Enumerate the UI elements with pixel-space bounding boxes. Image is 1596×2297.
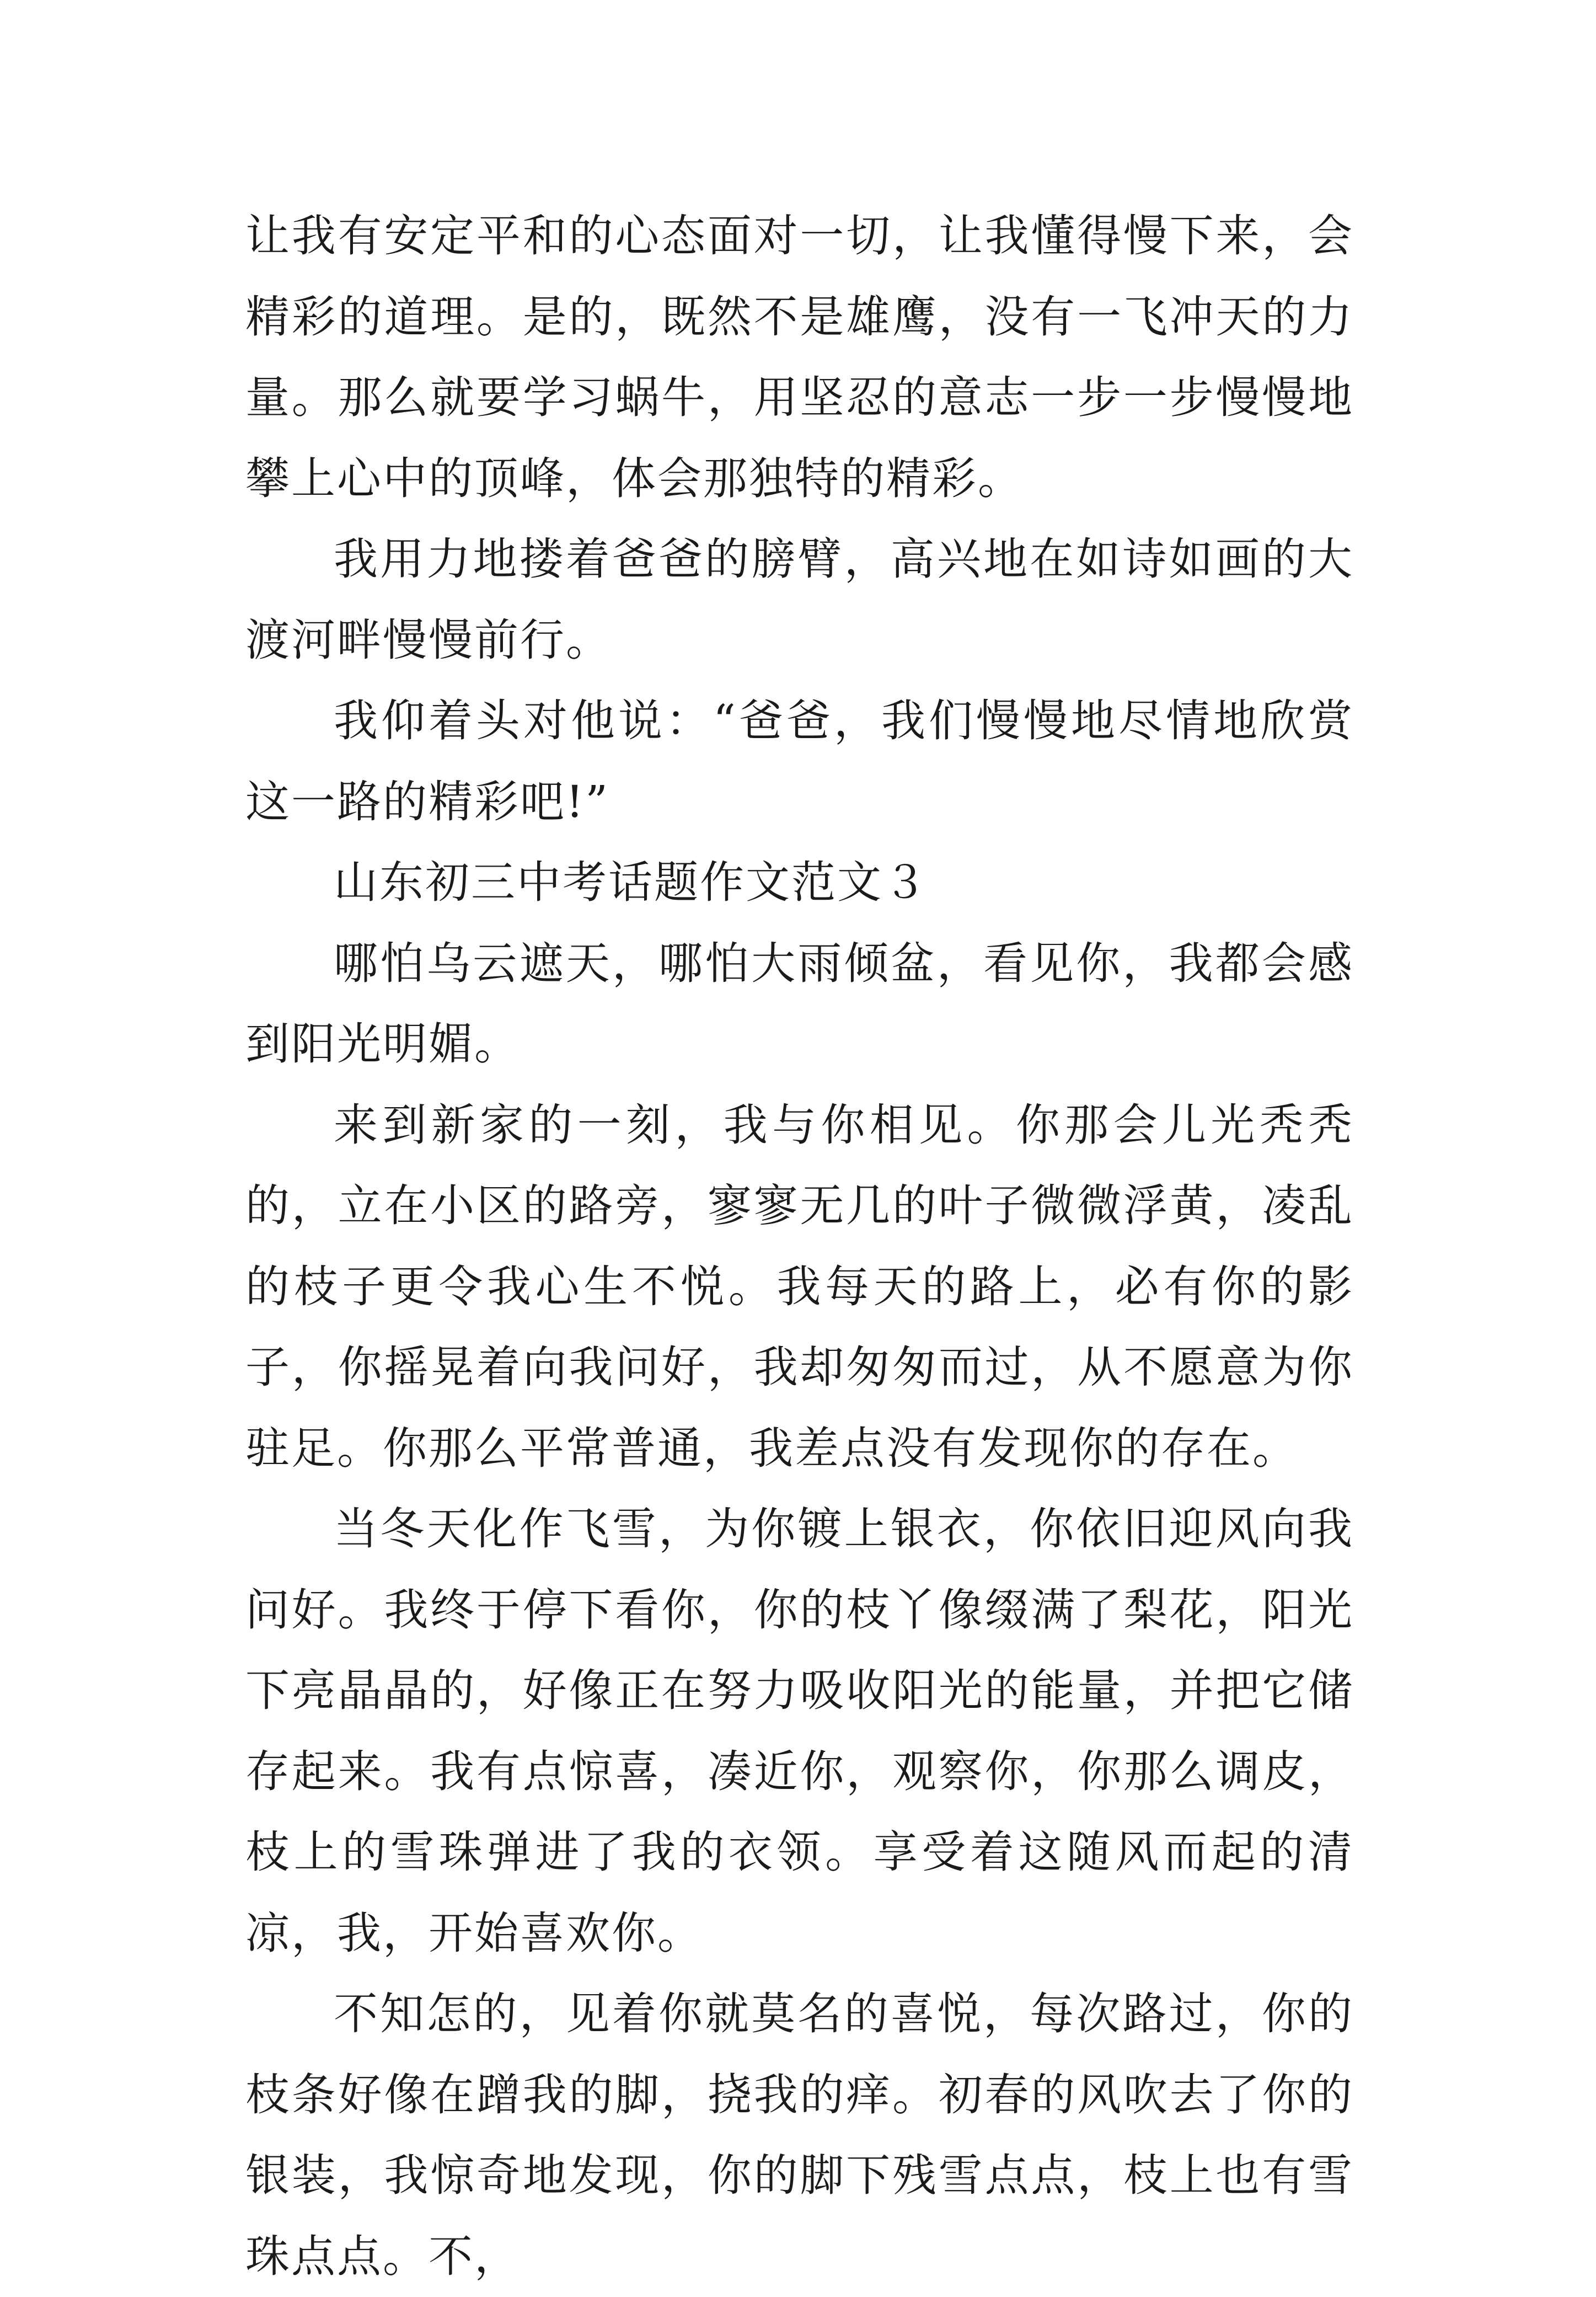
document-body — [245, 196, 1354, 2297]
paragraph: 哪怕乌云遮天，哪怕大雨倾盆，看见你，我都会感到阳光明媚。 — [245, 937, 1354, 1070]
paragraph: 不知怎的，见着你就莫名的喜悦，每次路过，你的枝条好像在蹭我的脚，挠我的痒。初春的风吹去了你的银装，我惊奇地发现，你的脚下残雪点点，枝上也有雪珠点点。不， — [245, 1988, 1354, 2282]
paragraph-continued: 让我有安定平和的心态面对一切，让我懂得慢下来，会精彩的道理。是的，既然不是雄鹰，没有一飞冲天的力量。那么就要学习蜗牛，用坚忍的意志一步一步慢慢地攀上心中的顶峰，体会那独特的精彩。 — [245, 210, 1354, 504]
paragraph: 来到新家的一刻，我与你相见。你那会儿光秃秃的，立在小区的路旁，寥寥无几的叶子微微浮黄，凌乱的枝子更令我心生不悦。我每天的路上，必有你的影子，你摇晃着向我问好，我却匆匆而过，从不愿意为你驻足。你那么平常普通，我差点没有发现你的存在。 — [245, 1099, 1354, 1474]
section-title: 山东初三中考话题作文范文３ — [334, 857, 929, 908]
paragraph: 当冬天化作飞雪，为你镀上银衣，你依旧迎风向我问好。我终于停下看你，你的枝丫像缀满了梨花，阳光下亮晶晶的，好像正在努力吸收阳光的能量，并把它储存起来。我有点惊喜，凑近你，观察你，你那么调皮，枝上的雪珠弹进了我的衣领。享受着这随风而起的清凉，我，开始喜欢你。 — [245, 1503, 1354, 1959]
paragraph-quote: 我仰着头对他说：“爸爸，我们慢慢地尽情地欣赏这一路的精彩吧!” — [245, 695, 1354, 827]
paragraph: 我用力地搂着爸爸的膀臂，高兴地在如诗如画的大渡河畔慢慢前行。 — [245, 533, 1354, 666]
